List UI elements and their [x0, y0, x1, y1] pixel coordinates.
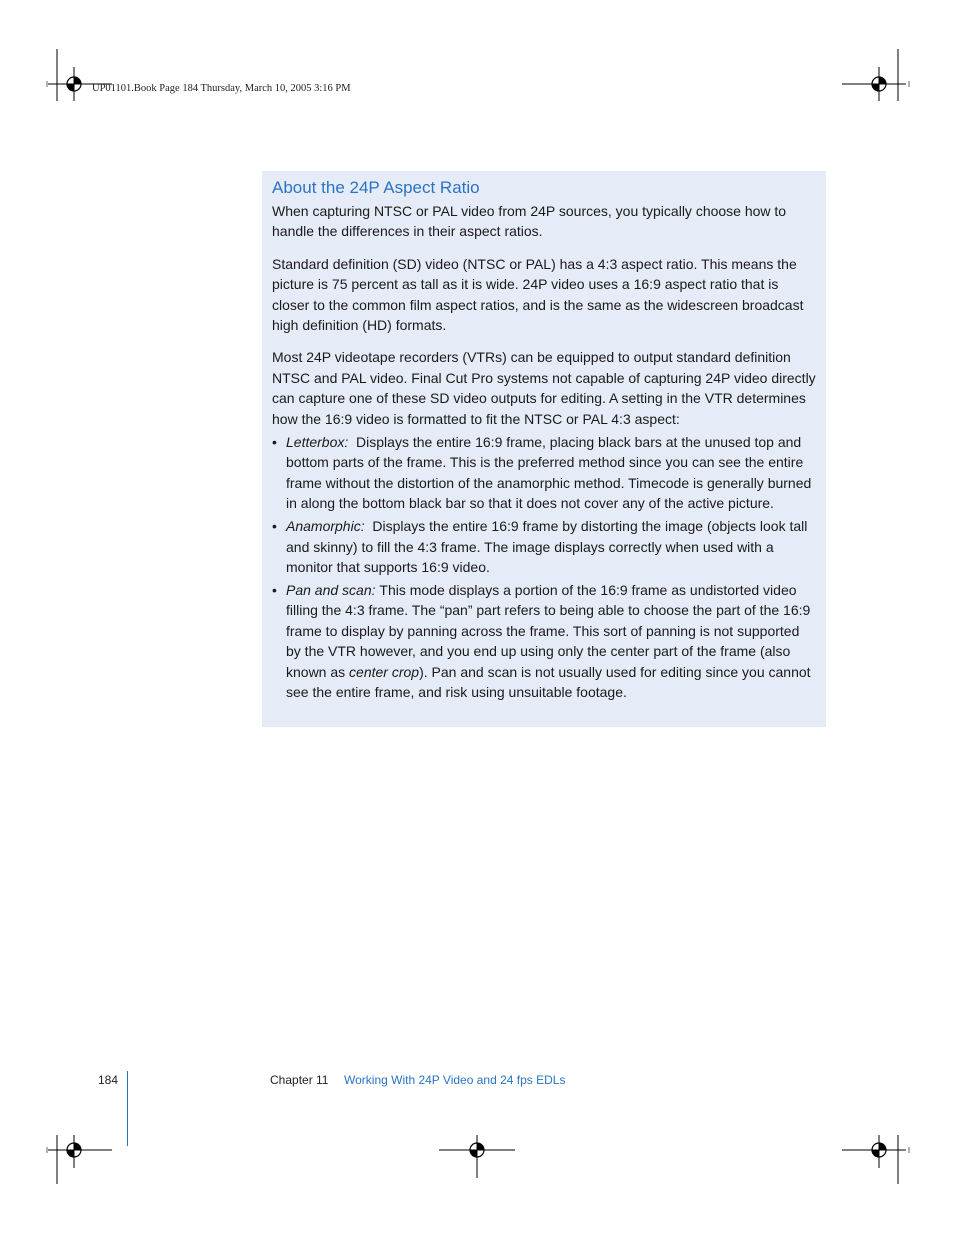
- paragraph-vtr-output: Most 24P videotape recorders (VTRs) can be equipped to output standard definition NTSC and PAL video. Final Cut Pro systems not capable of capturing 24P video directly can capture one of these SD video outputs for editing. A setting in the VTR determines how the 16:9 video is formatted to fit the NTSC or PAL 4:3 aspect:: [272, 349, 816, 427]
- emphasis-center-crop: center crop: [349, 663, 420, 680]
- footer-rule: [127, 1071, 128, 1146]
- bullet-marker: •: [272, 518, 277, 535]
- list-item-pan-and-scan: [272, 580, 817, 702]
- term-anamorphic: Anamorphic:: [286, 518, 365, 535]
- list-item-anamorphic: [272, 516, 817, 577]
- printer-slug: UP01101.Book Page 184 Thursday, March 10, 2005 3:16 PM: [92, 83, 351, 94]
- term-letterbox: Letterbox:: [286, 434, 349, 451]
- description-anamorphic: Displays the entire 16:9 frame by distorting the image (objects look tall and skinny) to fill the 4:3 frame. The image displays correctly when used with a monitor that supports 16:9 video.: [286, 518, 808, 575]
- description-pan-and-scan-end: ). Pan and scan is not usually used for editing since you cannot see the entire frame, and risk using unsuitable footage.: [286, 663, 811, 700]
- chapter-title: Working With 24P Video and 24 fps EDLs: [344, 1073, 566, 1087]
- registration-mark-top-right: [830, 45, 920, 135]
- paragraph-intro: When capturing NTSC or PAL video from 24P sources, you typically choose how to handle the differences in their aspect ratios.: [272, 203, 787, 240]
- registration-mark-bottom-center: [435, 1130, 520, 1190]
- page-number: 184: [98, 1073, 119, 1087]
- registration-mark-top-left: [40, 45, 130, 135]
- bullet-marker: •: [272, 581, 277, 598]
- registration-mark-bottom-left: [40, 1130, 130, 1190]
- paragraph-sd-aspect: Standard definition (SD) video (NTSC or PAL) has a 4:3 aspect ratio. This means the picture is 75 percent as tall as it is wide. 24P video uses a 16:9 aspect ratio that is closer to the common film aspect ratios, and is the same as the widescreen broadcast high definition (HD) formats.: [272, 255, 804, 334]
- description-pan-and-scan: This mode displays a portion of the 16:9 frame as undistorted video filling the 4:3 frame. The “pan” part refers to being able to choose the part of the 16:9 frame to display by panning across the frame. This sort of panning is not supported by the VTR however, and you end up using only the center part of the frame (also known as: [286, 581, 811, 680]
- registration-mark-bottom-right: [830, 1130, 920, 1190]
- term-pan-and-scan: Pan and scan:: [286, 581, 376, 598]
- sidebar-title: About the 24P Aspect Ratio: [272, 178, 480, 197]
- bullet-marker: •: [272, 434, 277, 451]
- sidebar-box: [262, 171, 826, 727]
- description-letterbox: Displays the entire 16:9 frame, placing black bars at the unused top and bottom parts of the frame. This is the preferred method since you can see the entire frame without the distortion of the anamorphic method. Timecode is generally burned in along the bottom black bar so that it does not cover any of the active picture.: [286, 434, 812, 512]
- chapter-label: Chapter 11: [270, 1073, 329, 1087]
- sidebar-content: [272, 177, 817, 705]
- bullet-list: [272, 432, 817, 702]
- list-item-letterbox: [272, 432, 817, 514]
